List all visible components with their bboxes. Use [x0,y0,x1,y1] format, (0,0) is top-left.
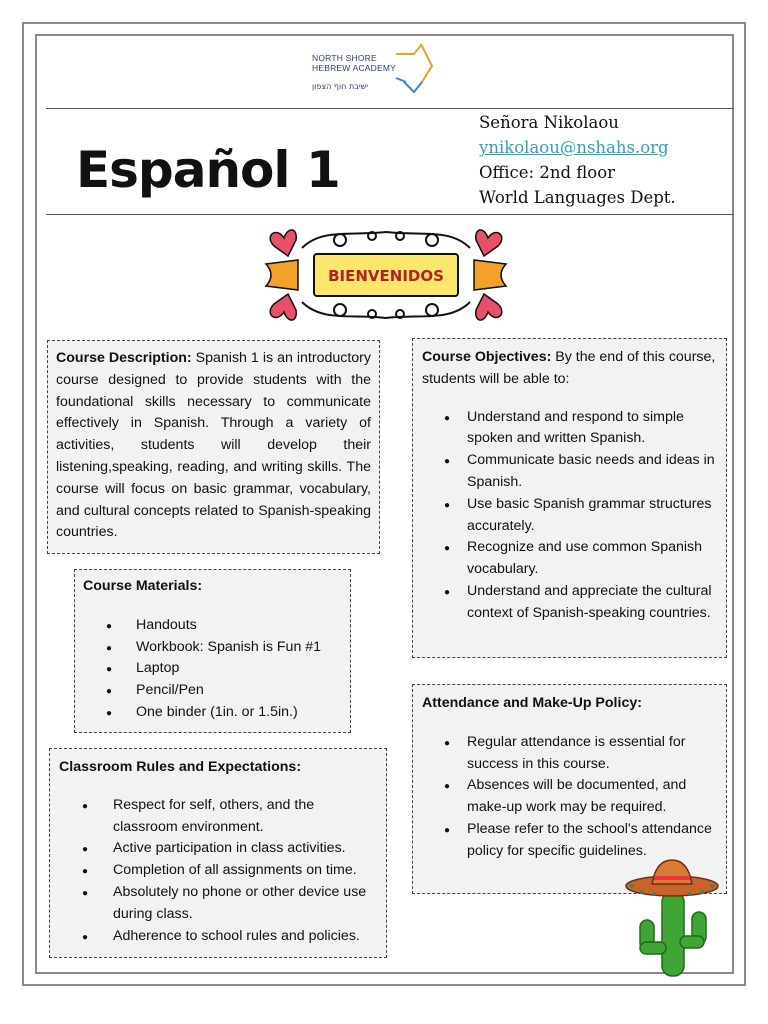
course-materials-heading: Course Materials: [83,578,203,594]
course-objectives-intro-paragraph [422,347,717,391]
course-objectives-list [422,407,717,625]
header-top-rule [46,108,734,109]
list-item: ● Use basic Spanish grammar structures accurately. [422,494,717,538]
classroom-rules-heading: Classroom Rules and Expectations: [59,759,302,775]
teacher-info [479,110,676,210]
attendance-policy-list [422,732,717,863]
course-materials-box [74,569,351,733]
teacher-department: World Languages Dept. [479,188,676,207]
list-item: ● Recognize and use common Spanish vocabulary. [422,537,717,581]
course-description-paragraph [56,348,371,544]
teacher-email-link[interactable]: ynikolaou@nshahs.org [479,138,669,157]
course-materials-list [83,615,342,724]
page-title: Español 1 [76,141,340,199]
banner-text: BIENVENIDOS [328,267,444,285]
list-item: ● Active participation in class activities. [59,838,377,860]
course-description-text: Spanish 1 is an introductory course designed to provide students with the foundational skills necessary to communicate effectively in Spanish. Through a variety of activities, students will develop their listening,speaking, reading, and writing skills. The course will focus on basic grammar, vocabulary, and cultural concepts related to Spanish-speaking countries. [56,350,371,541]
teacher-office: Office: 2nd floor [479,163,616,182]
list-item: ● Completion of all assignments on time. [59,860,377,882]
school-logo-star-icon [392,42,436,94]
course-objectives-heading: Course Objectives: [422,349,552,365]
course-objectives-intro: By the end of this course, students will be able to: [422,349,716,387]
list-item: ● Handouts [83,615,342,637]
cactus-sombrero-icon [622,856,722,980]
course-description-heading: Course Description: [56,350,192,366]
list-item: ● Absolutely no phone or other device use during class. [59,882,377,926]
school-logo [312,42,440,98]
logo-line-2: HEBREW ACADEMY [312,63,397,73]
list-item: ● Workbook: Spanish is Fun #1 [83,637,342,659]
list-item: ● Regular attendance is essential for success in this course. [422,732,717,776]
list-item: ● Understand and appreciate the cultural context of Spanish-speaking countries. [422,581,717,625]
list-item: ● Please refer to the school's attendance policy for specific guidelines. [422,819,717,863]
course-description-box [47,340,380,554]
list-item: ● Absences will be documented, and make-up work may be required. [422,775,717,819]
header-bottom-rule [46,214,734,215]
attendance-policy-heading: Attendance and Make-Up Policy: [422,695,642,711]
list-item: ● Understand and respond to simple spoken and written Spanish. [422,407,717,451]
list-item: ● One binder (1in. or 1.5in.) [83,702,342,724]
bienvenidos-ornament [262,218,510,332]
list-item: ● Adherence to school rules and policies. [59,926,377,948]
list-item: ● Pencil/Pen [83,680,342,702]
classroom-rules-list [59,795,377,948]
logo-line-1: NORTH SHORE [312,53,377,63]
teacher-name: Señora Nikolaou [479,113,619,132]
classroom-rules-box [49,748,387,958]
list-item: ● Respect for self, others, and the classroom environment. [59,795,377,839]
logo-hebrew: ישיבת חוף הצפון [312,82,369,91]
list-item: ● Laptop [83,658,342,680]
course-objectives-box [412,338,727,658]
list-item: ● Communicate basic needs and ideas in Spanish. [422,450,717,494]
